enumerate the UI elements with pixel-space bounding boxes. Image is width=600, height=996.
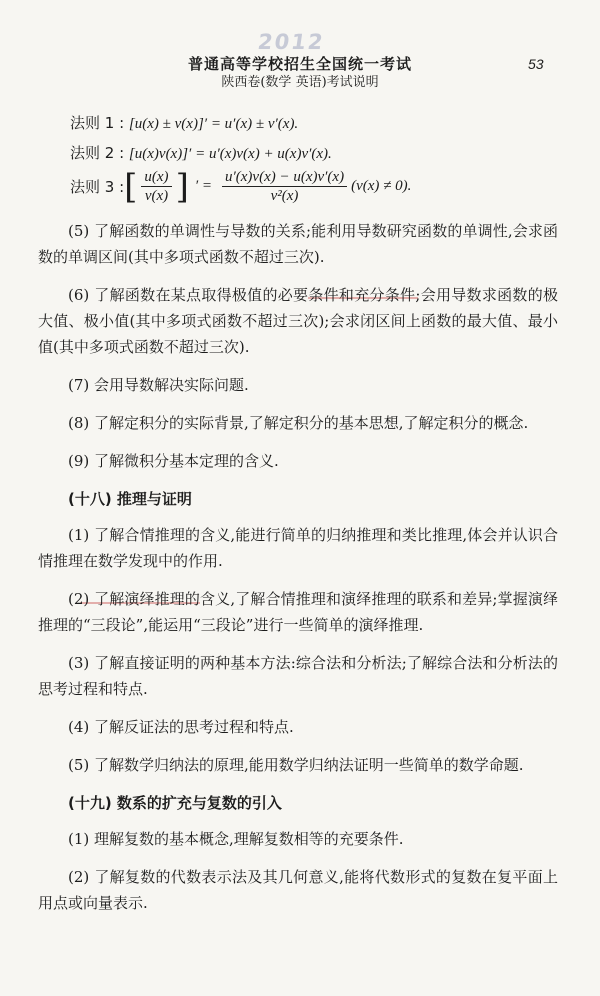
rule-2-label: 法则 2 : xyxy=(70,144,125,162)
rule-2-formula: [u(x)v(x)]′ = u′(x)v(x) + u(x)v′(x). xyxy=(128,146,332,162)
rule-3-lhs-denominator: v(x) xyxy=(144,188,169,204)
section-18-item-1: (1) 了解合情推理的含义,能进行简单的归纳推理和类比推理,体会并认识合情推理在数学发现中的作用. xyxy=(38,526,558,570)
section-19-item-2: (2) 了解复数的代数表示法及其几何意义,能将代数形式的复数在复平面上用点或向量表示. xyxy=(38,868,558,912)
rule-2 xyxy=(70,142,332,163)
rule-3-condition: (v(x) ≠ 0). xyxy=(351,178,412,194)
exam-title: 普通高等学校招生全国统一考试 xyxy=(187,55,412,73)
section-18-item-2: (2) 了解演绎推理的含义,了解合情推理和演绎推理的联系和差异;掌握演绎推理的“三段论”,能运用“三段论”进行一些简单的演绎推理. xyxy=(38,590,558,634)
rule-3-rhs-numerator: u′(x)v(x) − u(x)v′(x) xyxy=(222,168,347,187)
paragraph-5: (5) 了解函数的单调性与导数的关系;能利用导数研究函数的单调性,会求函数的单调区间(其中多项式函数不超过三次). xyxy=(38,222,558,266)
section-18-item-5: (5) 了解数学归纳法的原理,能用数学归纳法证明一些简单的数学命题. xyxy=(68,756,524,774)
rule-3-rhs-denominator: v²(x) xyxy=(270,188,299,204)
section-19-item-1: (1) 理解复数的基本概念,理解复数相等的充要条件. xyxy=(68,830,404,848)
paragraph-8: (8) 了解定积分的实际背景,了解定积分的基本思想,了解定积分的概念. xyxy=(68,414,529,432)
page-number: 53 xyxy=(528,56,544,72)
rule-1-formula: [u(x) ± v(x)]′ = u′(x) ± v′(x). xyxy=(128,116,299,132)
bracket-left: [ xyxy=(124,166,138,207)
paragraph-6: (6) 了解函数在某点取得极值的必要条件和充分条件;会用导数求函数的极大值、极小值(其中多项式函数不超过三次);会求闭区间上函数的最大值、最小值(其中多项式函数不超过三次). xyxy=(38,286,558,356)
section-18-item-4: (4) 了解反证法的思考过程和特点. xyxy=(68,718,294,736)
section-18-heading: (十八) 推理与证明 xyxy=(68,490,192,508)
bracket-right: ] xyxy=(175,166,189,207)
rule-3-lhs-fraction xyxy=(141,168,171,205)
paragraph-9: (9) 了解微积分基本定理的含义. xyxy=(68,452,279,470)
section-19-heading: (十九) 数系的扩充与复数的引入 xyxy=(68,794,282,812)
rule-3-label: 法则 3 : xyxy=(70,178,125,196)
rule-3-lhs-numerator: u(x) xyxy=(141,168,171,187)
rule-1 xyxy=(70,112,298,133)
rule-1-label: 法则 1 : xyxy=(70,114,125,132)
exam-subtitle: 陕西卷(数学 英语)考试说明 xyxy=(221,75,379,90)
section-18-item-3: (3) 了解直接证明的两种基本方法:综合法和分析法;了解综合法和分析法的思考过程和特点. xyxy=(38,654,558,698)
rule-3 xyxy=(70,168,411,205)
document-body xyxy=(38,218,558,928)
paragraph-7: (7) 会用导数解决实际问题. xyxy=(68,376,249,394)
year-stamp: 2012 xyxy=(256,30,327,54)
rule-3-equals: ′ = xyxy=(194,178,212,194)
rule-3-rhs-fraction xyxy=(222,168,347,205)
